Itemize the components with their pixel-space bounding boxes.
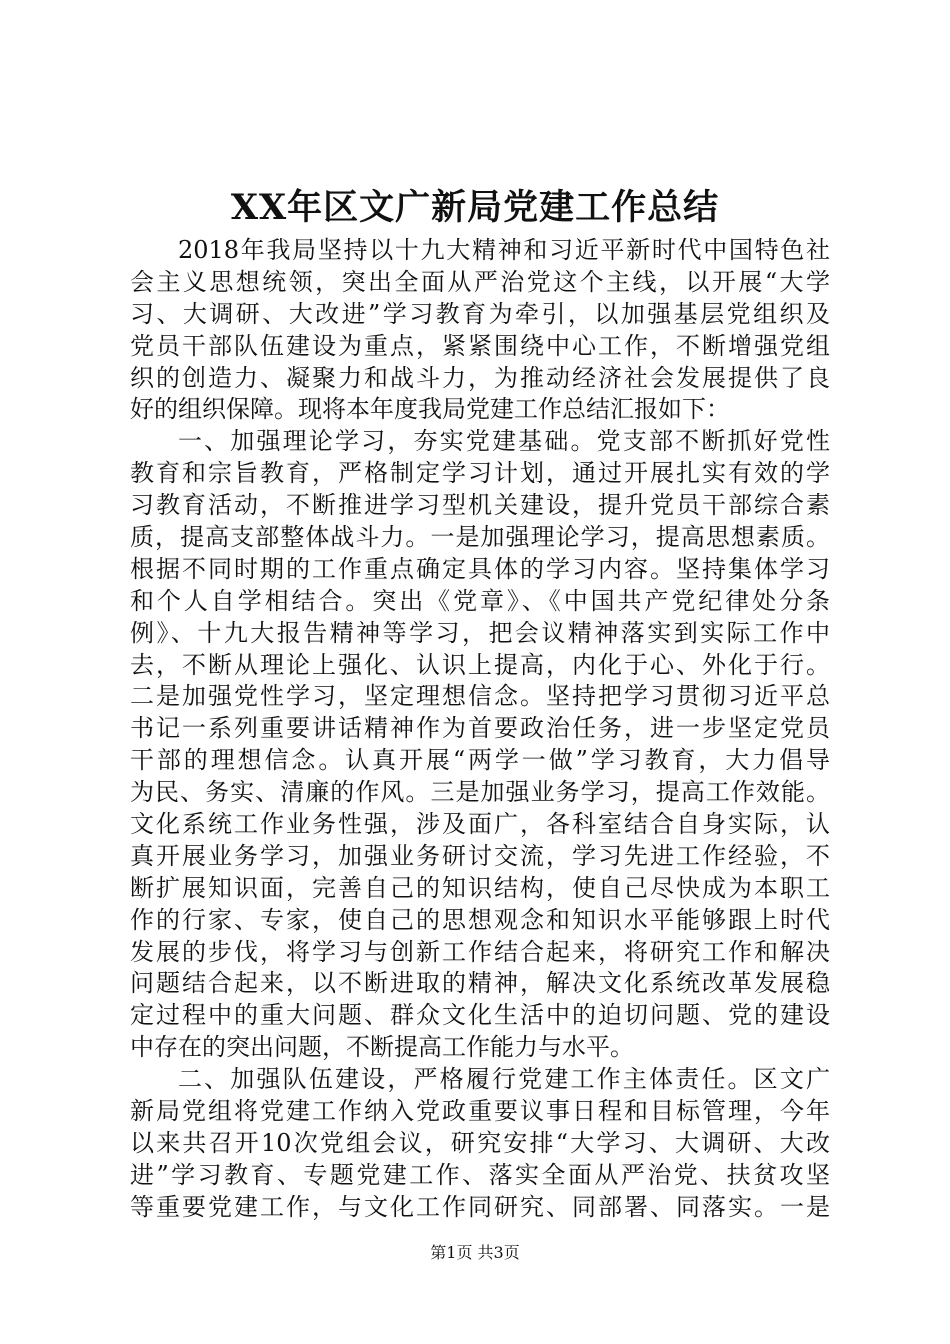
text-line: 好的组织保障。现将本年度我局党建工作总结汇报如下： bbox=[130, 395, 730, 424]
document-body bbox=[130, 235, 830, 1224]
text-line: 习、大调研、大改进”学习教育为牵引，以加强基层党组织及 bbox=[130, 299, 830, 328]
text-line: 二是加强党性学习，坚定理想信念。坚持把学习贯彻习近平总 bbox=[130, 682, 830, 711]
text-line: 作的行家、专家，使自己的思想观念和知识水平能够跟上时代 bbox=[130, 905, 830, 934]
page-title: XX年区文广新局党建工作总结 bbox=[230, 187, 720, 228]
text-line: 2018年我局坚持以十九大精神和习近平新时代中国特色社 bbox=[178, 236, 830, 264]
text-line: 为民、务实、清廉的作风。三是加强业务学习，提高工作效能。 bbox=[130, 778, 830, 807]
text-line: 真开展业务学习，加强业务研讨交流，学习先进工作经验，不 bbox=[130, 841, 830, 870]
text-line: 习教育活动，不断推进学习型机关建设，提升党员干部综合素 bbox=[130, 491, 830, 520]
text-line: 二、加强队伍建设，严格履行党建工作主体责任。区文广 bbox=[178, 1065, 830, 1094]
text-line: 干部的理想信念。认真开展“两学一做”学习教育，大力倡导 bbox=[130, 746, 830, 775]
text-line: 文化系统工作业务性强，涉及面广，各科室结合自身实际，认 bbox=[130, 810, 830, 839]
text-line: 去，不断从理论上强化、认识上提高，内化于心、外化于行。 bbox=[130, 650, 830, 679]
text-line: 会主义思想统领，突出全面从严治党这个主线，以开展“大学 bbox=[130, 267, 830, 296]
text-line: 中存在的突出问题，不断提高工作能力与水平。 bbox=[130, 1033, 634, 1062]
text-line: 例》、十九大报告精神等学习，把会议精神落实到实际工作中 bbox=[130, 618, 830, 647]
text-line: 发展的步伐，将学习与创新工作结合起来，将研究工作和解决 bbox=[130, 937, 830, 966]
text-line: 一、加强理论学习，夯实党建基础。党支部不断抓好党性 bbox=[178, 427, 830, 456]
text-line: 书记一系列重要讲话精神作为首要政治任务，进一步坚定党员 bbox=[130, 714, 830, 743]
text-line: 教育和宗旨教育，严格制定学习计划，通过开展扎实有效的学 bbox=[130, 459, 830, 488]
text-line: 织的创造力、凝聚力和战斗力，为推动经济社会发展提供了良 bbox=[130, 363, 830, 392]
text-line: 等重要党建工作，与文化工作同研究、同部署、同落实。一是 bbox=[130, 1192, 830, 1221]
text-line: 质，提高支部整体战斗力。一是加强理论学习，提高思想素质。 bbox=[130, 523, 830, 552]
text-line: 以来共召开10次党组会议，研究安排“大学习、大调研、大改 bbox=[130, 1128, 830, 1157]
text-line: 新局党组将党建工作纳入党政重要议事日程和目标管理，今年 bbox=[130, 1097, 830, 1126]
text-line: 问题结合起来，以不断进取的精神，解决文化系统改革发展稳 bbox=[130, 969, 830, 998]
page-number: 第1页 共3页 bbox=[430, 1243, 520, 1262]
text-line: 和个人自学相结合。突出《党章》、《中国共产党纪律处分条 bbox=[130, 586, 830, 615]
text-line: 断扩展知识面，完善自己的知识结构，使自己尽快成为本职工 bbox=[130, 873, 830, 902]
text-line: 党员干部队伍建设为重点，紧紧围绕中心工作，不断增强党组 bbox=[130, 331, 830, 360]
text-line: 根据不同时期的工作重点确定具体的学习内容。坚持集体学习 bbox=[130, 554, 830, 583]
text-line: 定过程中的重大问题、群众文化生活中的迫切问题、党的建设 bbox=[130, 1001, 830, 1030]
text-line: 进”学习教育、专题党建工作、落实全面从严治党、扶贫攻坚 bbox=[130, 1160, 830, 1189]
